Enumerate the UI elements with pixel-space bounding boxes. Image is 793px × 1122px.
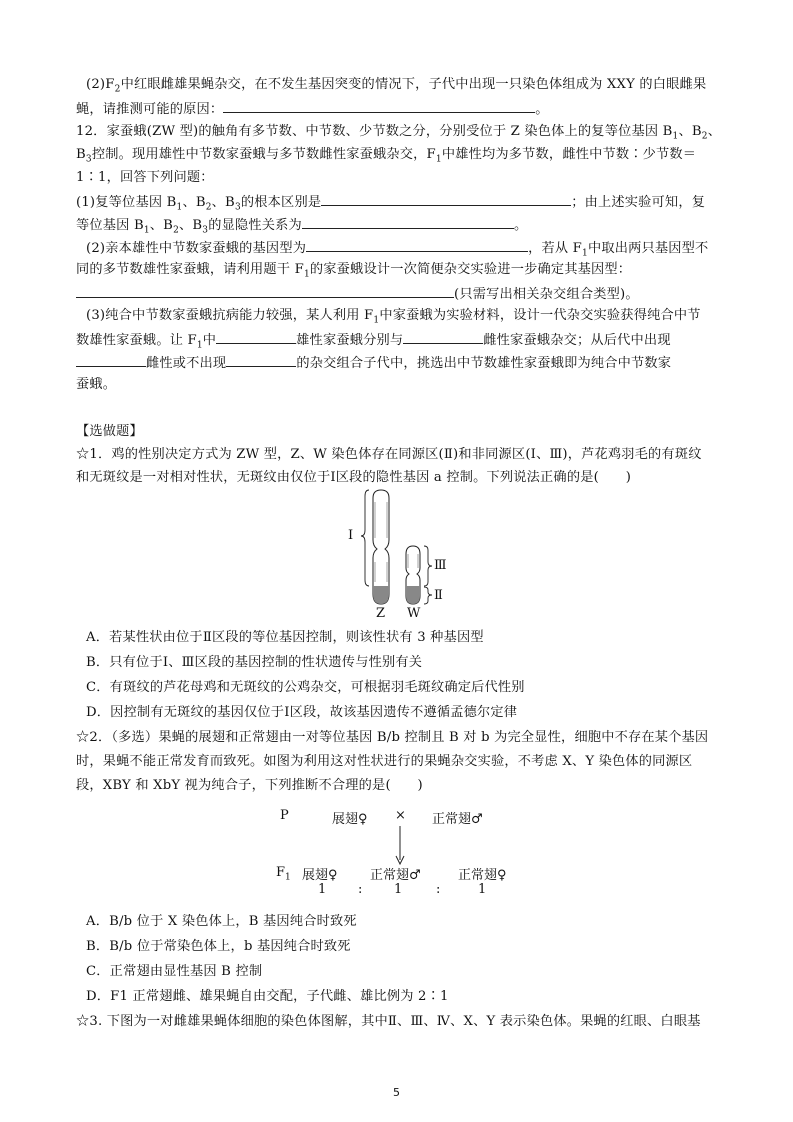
- s2-option-b[interactable]: B．B/b 位于常染色体上，b 基因纯合时致死: [86, 939, 351, 954]
- cross-diagram: [260, 806, 530, 906]
- q11-part2-line1: $(2)F_2$中红眼雌雄果蝇杂交，在不发生基因突变的情况下，子代中出现一只染色体组成为 XXY 的白眼雌果: [86, 77, 707, 95]
- answer-blank[interactable]: [321, 193, 571, 206]
- s1-option-c[interactable]: C．有斑纹的芦花母鸡和无斑纹的公鸡杂交，可根据羽毛斑纹确定后代性别: [86, 680, 525, 695]
- q12-part2-line3: (只需写出相关杂交组合类型)。: [76, 285, 726, 303]
- s2-option-c[interactable]: C．正常翅由显性基因 B 控制: [86, 964, 263, 979]
- label-parent-gen: P: [280, 808, 289, 823]
- answer-blank[interactable]: [76, 354, 146, 367]
- s1-option-b[interactable]: B．只有位于Ⅰ、Ⅲ区段的基因控制的性状遗传与性别有关: [86, 655, 423, 670]
- answer-blank[interactable]: [306, 239, 528, 252]
- f1-female-spread: 展翅♀: [302, 868, 338, 883]
- label-z: Z: [376, 606, 386, 621]
- parent-male: 正常翅♂: [432, 812, 483, 827]
- f1-female-normal: 正常翅♀: [458, 868, 507, 883]
- q12-part1-line1: (1)复等位基因 $B_1$、$B_2$、$B_3$的根本区别是 ；由上述实验可知，复: [76, 195, 706, 213]
- s2-stem-line1: ☆2．（多选）果蝇的展翅和正常翅由一对等位基因 B/b 控制且 B 对 b 为完全显性，细胞中不存在某个基因: [76, 730, 709, 745]
- label-region-i: Ⅰ: [348, 528, 354, 543]
- q12-stem-line1: 12．家蚕蛾(ZW 型)的触角有多节数、中节数、少节数之分，分别受位于 Z 染色体上的复等位基因 $B_1$、$B_2$、: [76, 124, 722, 142]
- q12-part1-line2: 等位基因 $B_1$、$B_2$、$B_3$的显隐性关系为 。: [76, 218, 528, 236]
- answer-blank[interactable]: [223, 100, 535, 113]
- brace-region-ii: [424, 587, 432, 604]
- s2-option-d[interactable]: D．F1 正常翅雌、雄果蝇自由交配，子代雌、雄比例为 2∶1: [86, 989, 449, 1004]
- q12-part2-line1: (2)亲本雄性中节数家蚕蛾的基因型为 ，若从 $F_1$中取出两只基因型不: [86, 241, 709, 259]
- f1-male-normal: 正常翅♂: [370, 868, 421, 883]
- s2-stem-line3: 段，XBY 和 XbY 视为纯合子，下列推断不合理的是( ): [76, 778, 423, 793]
- z-chromosome: [373, 490, 389, 604]
- answer-blank[interactable]: [226, 354, 296, 367]
- label-region-iii: Ⅲ: [434, 558, 447, 573]
- cross-arrow: [394, 826, 406, 866]
- s2-option-a[interactable]: A．B/b 位于 X 染色体上，B 基因纯合时致死: [86, 914, 357, 929]
- s1-stem-line1: ☆1．鸡的性别决定方式为 ZW 型，Z、W 染色体存在同源区(Ⅱ)和非同源区(Ⅰ、Ⅲ)，芦花鸡羽毛的有斑纹: [76, 447, 702, 462]
- q12-stem-line3: 1∶1，回答下列问题：: [76, 170, 214, 185]
- s1-option-d[interactable]: D．因控制有无斑纹的基因仅位于Ⅰ区段，故该基因遗传不遵循孟德尔定律: [86, 705, 518, 720]
- answer-blank[interactable]: [76, 285, 454, 298]
- brace-region-i: [361, 490, 369, 586]
- label-f1-gen: $F_1$: [276, 865, 291, 883]
- s1-stem-line2: 和无斑纹是一对相对性状，无斑纹由仅位于Ⅰ区段的隐性基因 a 控制。下列说法正确的是( ): [76, 470, 632, 485]
- q11-part2-line2: 蝇，请推测可能的原因： 。: [76, 102, 549, 117]
- q12-stem-line2: $B_3$控制。现用雄性中节数家蚕蛾与多节数雌性家蚕蛾杂交，$F_1$中雄性均为多节数，雌性中节数∶少节数＝: [76, 147, 697, 165]
- ratio-1: 1: [318, 882, 327, 897]
- q12-part3-line4: 蚕蛾。: [76, 377, 117, 392]
- zw-chromosome-figure: [340, 482, 460, 624]
- brace-region-iii: [424, 546, 432, 586]
- ratio-2: 1: [394, 882, 403, 897]
- cross-symbol: ×: [395, 808, 406, 823]
- q12-part2-line2: 同的多节数雄性家蚕蛾，请利用题干 $F_1$的家蚕蛾设计一次简便杂交实验进一步确定其基因型：: [76, 262, 632, 280]
- label-region-ii: Ⅱ: [434, 588, 443, 603]
- answer-blank[interactable]: [403, 331, 483, 344]
- answer-blank[interactable]: [302, 216, 514, 229]
- ratio-colon: :: [358, 882, 363, 897]
- parent-female: 展翅♀: [332, 812, 368, 827]
- q12-part3-line2: 数雄性家蚕蛾。让 $F_1$中 雄性家蚕蛾分别与 雌性家蚕蛾杂交；从后代中出现: [76, 333, 671, 351]
- page-number: 5: [393, 1086, 400, 1099]
- section-header: 【选做题】: [76, 424, 143, 439]
- w-chromosome: [406, 546, 420, 604]
- ratio-3: 1: [478, 882, 487, 897]
- q12-part3-line3: 雌性或不出现 的杂交组合子代中，挑选出中节数雄性家蚕蛾即为纯合中节数家: [76, 354, 726, 372]
- s3-stem-line1: ☆3. 下图为一对雌雄果蝇体细胞的染色体图解，其中Ⅱ、Ⅲ、Ⅳ、X、Y 表示染色体。果蝇的红眼、白眼基: [76, 1014, 701, 1029]
- q12-part3-line1: (3)纯合中节数家蚕蛾抗病能力较强，某人利用 $F_1$中家蚕蛾为实验材料，设计一代杂交实验获得纯合中节: [86, 308, 701, 326]
- s1-option-a[interactable]: A．若某性状由位于Ⅱ区段的等位基因控制，则该性状有 3 种基因型: [86, 630, 484, 645]
- answer-blank[interactable]: [216, 331, 296, 344]
- ratio-colon: :: [436, 882, 441, 897]
- s2-stem-line2: 时，果蝇不能正常发育而致死。如图为利用这对性状进行的果蝇杂交实验，不考虑 X、Y 染色体的同源区: [76, 754, 693, 769]
- label-w: W: [407, 606, 421, 621]
